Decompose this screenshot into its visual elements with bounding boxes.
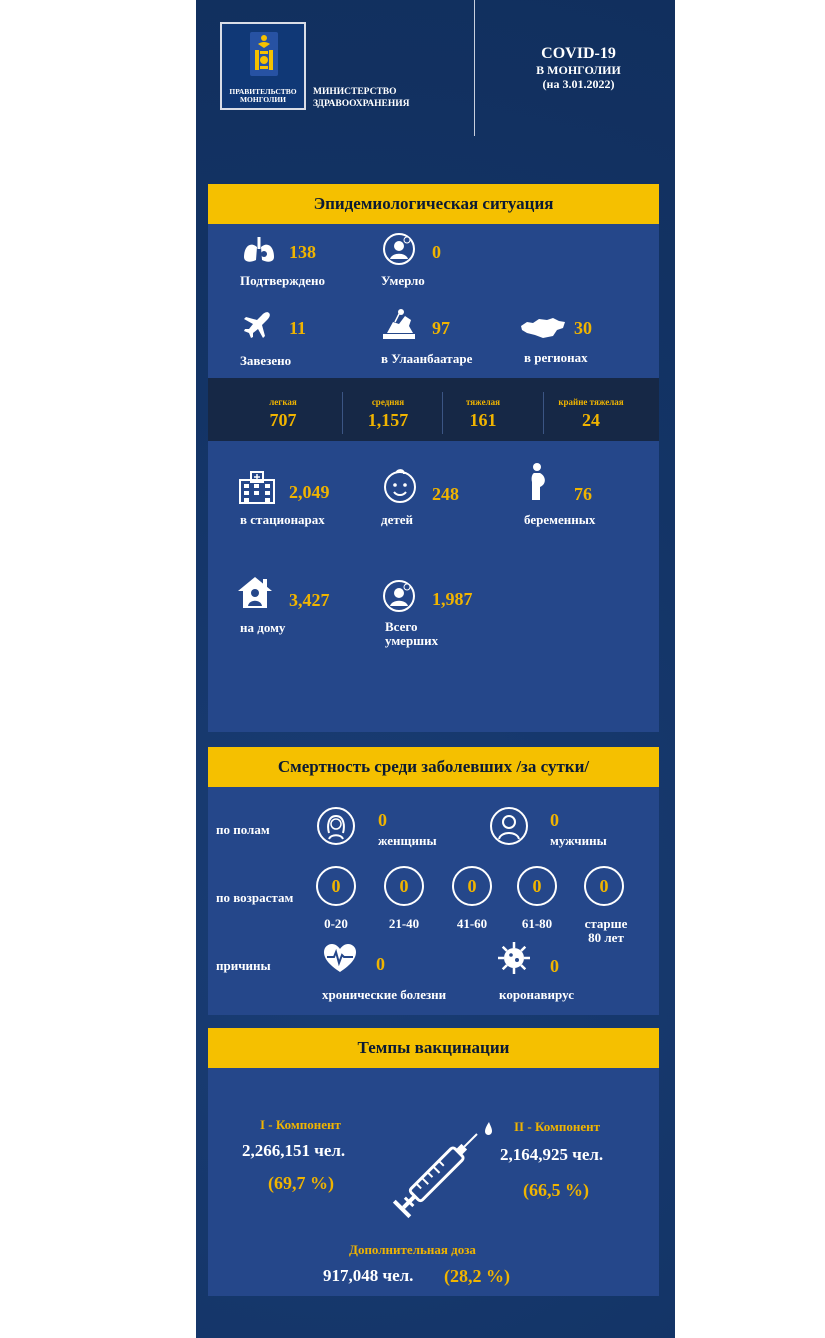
second-component-label: II - Компонент [514, 1119, 600, 1134]
second-component-percent: (66,5 %) [523, 1180, 589, 1200]
died-label: Умерло [381, 273, 425, 288]
section-heading-vaccination: Темпы вакцинации [208, 1028, 659, 1068]
confirmed-value: 138 [289, 242, 316, 262]
soyombo-emblem-icon [248, 32, 280, 76]
total-deaths-label [385, 620, 438, 648]
pregnant-woman-icon [526, 462, 548, 502]
by-gender-label: по полам [216, 822, 270, 837]
first-component-count: 2,266,151 чел. [242, 1141, 346, 1160]
women-label: женщины [378, 833, 437, 848]
woman-icon [316, 806, 356, 846]
hospital-label: в стационарах [240, 512, 325, 527]
government-label [222, 88, 304, 104]
children-label: детей [381, 512, 413, 527]
by-age-label: по возрастам [216, 890, 294, 905]
syringe-icon [376, 1118, 496, 1232]
page-title [482, 45, 675, 91]
age-0-20-deaths-value: 0 [316, 866, 356, 906]
coronavirus-label: коронавирус [499, 987, 574, 1002]
second-component-count: 2,164,925 чел. [500, 1145, 604, 1164]
man-icon [489, 806, 529, 846]
ministry-line-1: МИНИСТЕРСТВО [313, 87, 397, 97]
ulaanbaatar-value: 97 [432, 318, 450, 338]
infographic-poster [196, 0, 675, 1338]
airplane-icon [242, 310, 272, 340]
coronavirus-icon [496, 940, 532, 976]
deceased-person-icon [382, 232, 416, 266]
booster-percent: (28,2 %) [444, 1266, 510, 1286]
age-61-80-label: 61-80 [521, 916, 553, 931]
booster-label: Дополнительная доза [349, 1242, 476, 1257]
severity-moderate-label: средняя [371, 397, 405, 407]
ministry-label [313, 86, 409, 110]
age-41-60-label: 41-60 [456, 916, 488, 931]
total-deaths-label-line-2: умерших [385, 633, 439, 648]
gov-label-line-2: МОНГОЛИИ [239, 95, 287, 104]
confirmed-label: Подтверждено [240, 273, 325, 288]
pregnant-value: 76 [574, 484, 592, 504]
title-country: В МОНГОЛИИ [536, 63, 621, 77]
imported-label: Завезено [240, 353, 292, 368]
died-value: 0 [432, 242, 441, 262]
deceased-person-icon [382, 579, 416, 613]
age-80-plus-deaths-value: 0 [584, 866, 624, 906]
home-person-icon [236, 575, 274, 609]
chronic-deaths-value: 0 [376, 954, 385, 974]
mongolia-map-icon [519, 316, 567, 340]
header-divider [474, 0, 475, 136]
government-emblem-box [220, 22, 306, 110]
age-80-plus-label-line-1: старше [584, 916, 628, 931]
lungs-icon [242, 235, 276, 265]
child-face-icon [382, 468, 418, 504]
ulaanbaatar-label: в Улаанбаатаре [381, 351, 473, 366]
severity-mild-label: легкая [269, 397, 297, 407]
chronic-diseases-label: хронические болезни [322, 987, 447, 1002]
total-deaths-label-line-1: Всего [385, 619, 418, 634]
age-41-60-deaths-value: 0 [452, 866, 492, 906]
imported-value: 11 [289, 318, 307, 338]
severity-mild-value: 707 [269, 410, 297, 430]
regions-value: 30 [574, 318, 592, 338]
age-21-40-deaths-value: 0 [384, 866, 424, 906]
causes-label: причины [216, 958, 271, 973]
total-deaths-value: 1,987 [432, 589, 473, 609]
coronavirus-deaths-value: 0 [550, 956, 559, 976]
title-date: (на 3.01.2022) [542, 77, 615, 91]
severity-moderate-value: 1,157 [367, 410, 409, 430]
first-component-percent: (69,7 %) [268, 1173, 334, 1193]
pregnant-label: беременных [524, 512, 596, 527]
title-covid: COVID-19 [541, 45, 616, 62]
regions-label: в регионах [524, 350, 588, 365]
ministry-line-2: ЗДРАВООХРАНЕНИЯ [313, 99, 410, 109]
men-label: мужчины [550, 833, 607, 848]
children-value: 248 [432, 484, 459, 504]
first-component-label: I - Компонент [260, 1117, 341, 1132]
home-label: на дому [240, 620, 286, 635]
section-heading-mortality: Смертность среди заболевших /за сутки/ [208, 747, 659, 787]
severity-critical-label: крайне тяжелая [558, 397, 624, 407]
age-0-20-label: 0-20 [324, 916, 348, 931]
age-61-80-deaths-value: 0 [517, 866, 557, 906]
gov-label-line-1: ПРАВИТЕЛЬСТВО [229, 87, 297, 96]
heart-pulse-icon [322, 942, 358, 974]
home-value: 3,427 [289, 590, 330, 610]
women-deaths-value: 0 [378, 810, 387, 830]
age-80-plus-label-line-2: 80 лет [588, 930, 624, 945]
chinggis-statue-icon [381, 306, 417, 340]
hospital-building-icon [238, 470, 276, 504]
severity-severe-label: тяжелая [466, 397, 500, 407]
age-21-40-label: 21-40 [388, 916, 420, 931]
severity-critical-value: 24 [582, 410, 600, 430]
men-deaths-value: 0 [550, 810, 559, 830]
severity-severe-value: 161 [469, 410, 497, 430]
section-heading-epidemiology: Эпидемиологическая ситуация [208, 184, 659, 224]
hospital-value: 2,049 [289, 482, 330, 502]
booster-count: 917,048 чел. [323, 1266, 414, 1285]
age-80-plus-label [571, 917, 641, 945]
